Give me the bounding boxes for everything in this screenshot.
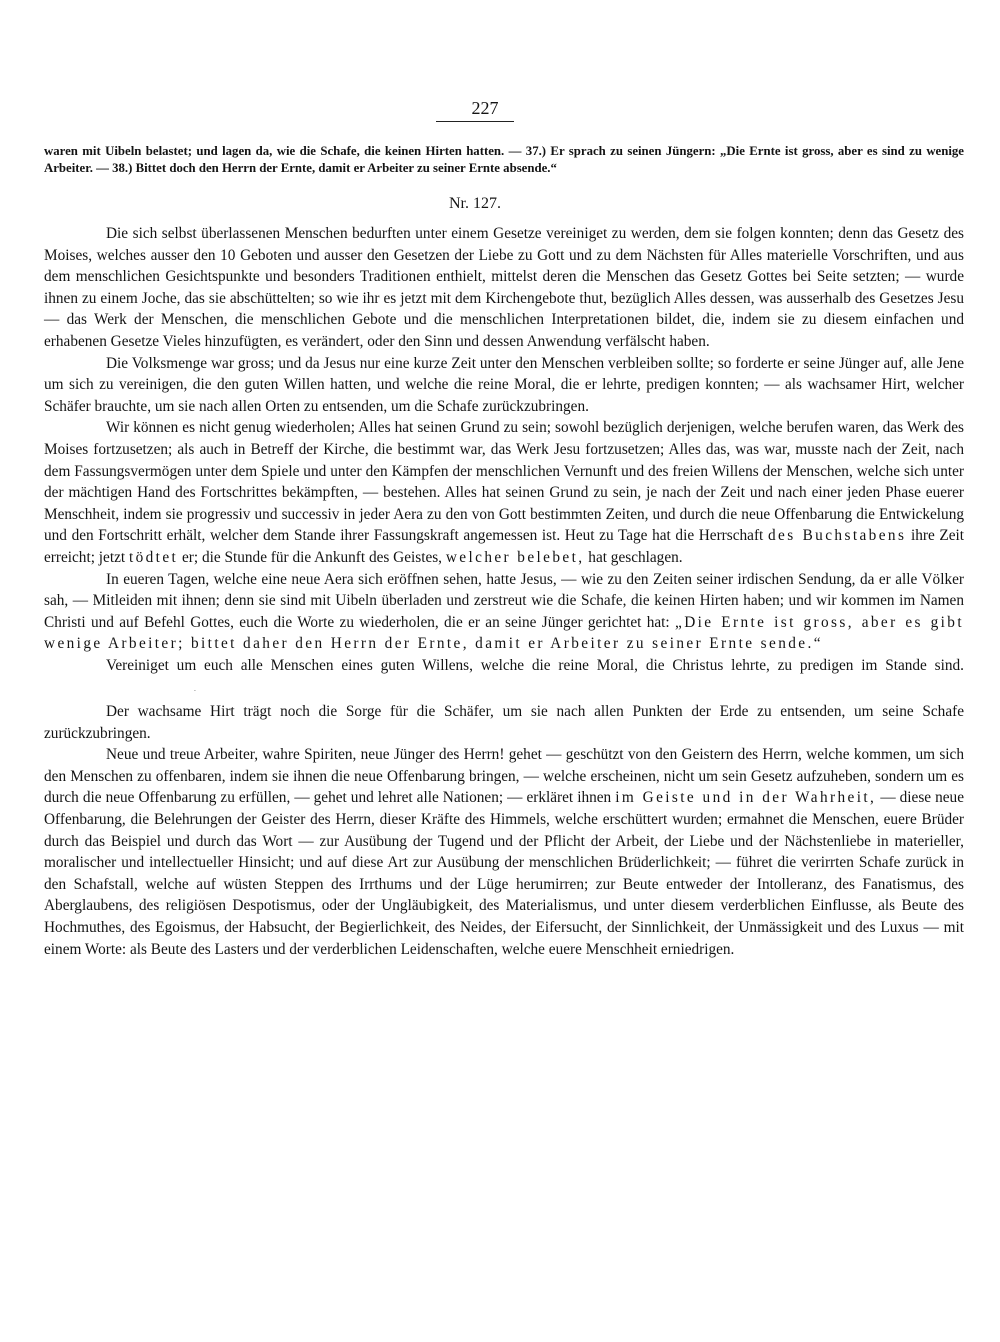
paragraph-2 [44, 353, 964, 418]
footnote-continuation: waren mit Uibeln belastet; und lagen da, wie die Schafe, die keinen Hirten hatten. — 37.) Er sprach zu seinen Jüngern: „Die Ernte ist gross, aber es sind zu wenige Arbeiter. — 38.) Bittet doch den Herrn der Ernte, damit er Arbeiter zu seiner Ernte absende.“ [44, 144, 964, 175]
paragraph-3-text-d: hat geschlagen. [588, 548, 683, 566]
page-number: 227 [471, 98, 499, 118]
paragraph-3-emphasis-2: tödtet [128, 548, 179, 566]
paragraph-7-emphasis-1: im Geiste und in der Wahrheit, [615, 789, 877, 807]
paragraph-4 [44, 569, 964, 655]
body-text [44, 223, 964, 960]
page-number-rule [436, 121, 514, 122]
paragraph-3-text-a: Wir können es nicht genug wiederholen; Alles hat seinen Grund zu sein; sowohl bezüglich derjenigen, welche berufen waren, das Werk des Moises fortzusetzen; als auch in Betreff der Kirche, die bestimmt war, das Werk Jesu fortzusetzen; Alles das, was war, musste nach der Zeit, nach dem Fassungsvermögen unter dem Spiele und unter den Kämpfen der menschlichen Vernunft und des freien Willens der Menschen, welche sich unter der mächtigen Hand des Fortschrittes bekämpften, — bestehen. Alles hat seinen Grund zu sein, je nach der Zeit und nach einer jeden Phase euerer Menschheit, indem sie progressiv und successiv in jeder Aera zu den von Gott bestimmten Zeiten, und durch die neue Offenbarung die Entwickelung und den Fortschritt erhält, welcher dem Stande ihrer Fassungskraft angemessen ist. Heut zu Tage hat die Herrschaft [44, 419, 964, 545]
paragraph-5-text: Vereiniget um euch alle Menschen eines guten Willens, welche die reine Moral, die Christus lehrte, zu predigen im Stande sind. [106, 656, 964, 674]
paragraph-3-emphasis-3: welcher belebet, [445, 548, 585, 566]
stray-mark: . [194, 686, 196, 694]
paragraph-3 [44, 417, 964, 568]
paragraph-5 [44, 655, 964, 701]
paragraph-4-emphasis-quote: „Die Ernte ist gross, aber es gibt wenige Arbeiter; bittet daher den Herrn der Ernte, damit er Arbeiter zu seiner Ernte sende.“ [44, 613, 965, 653]
paragraph-2-text: Die Volksmenge war gross; und da Jesus nur eine kurze Zeit unter den Menschen verbleiben sollte; so forderte er seine Jünger auf, alle Jene um sich zu vereinigen, die den guten Willen hatten, und welche die reine Moral, die er lehrte, predigen konnten; — als wachsamer Hirt, welcher Schäfer brauchte, um sie nach allen Orten zu entsenden, um die Schafe zurückzubringen. [44, 354, 964, 415]
paragraph-7-text-a: Neue und treue Arbeiter, wahre Spiriten, neue Jünger des Herrn! gehet — geschützt von den Geistern des Herrn, welche kommen, um sich den Menschen zu offenbaren, indem sie ihnen die neue Offenbarung bringen, — welche erscheinen, nicht um sein Gesetz aufzuheben, sondern um es durch die neue Offenbarung zu erfüllen, — gehet und lehret alle Nationen; — erkläret ihnen [44, 746, 964, 807]
paragraph-4-text-a: In eueren Tagen, welche eine neue Aera sich eröffnen sehen, hatte Jesus, — wie zu den Zeiten seiner irdischen Sendung, da er alle Völker sah, — Mitleiden mit ihnen; denn sie sind mit Uibeln überladen und zerstreut wie die Schafe, die keinen Hirten haben; und wir kommen im Namen Christi und auf Befehl Gottes, euch die Worte zu wiederholen, die er an seine Jünger gerichtet hat: [44, 570, 964, 631]
paragraph-3-emphasis-1: des Buchstabens [767, 527, 907, 545]
paragraph-1 [44, 223, 964, 353]
paragraph-7-text-b: — diese neue Offenbarung, die Belehrungen der Geister des Herrn, dieser Kräfte des Himmels, welche erschüttert wurden; ermahnet die Menschen, euere Brüder durch das Beispiel und durch das Wort — zur Ausübung der Tugend und der Pflicht der Arbeit, der Liebe und der Nächstenliebe in materieller, moralischer und intellectueller Hinsicht; und auf diese Art zur Ausübung der menschlichen Brüderlichkeit; — führet die verirrten Schafe zurück in den Schafstall, welche auf wüsten Steppen des Irrthums und der Lüge herumirren; zur Beute entweder der Intolleranz, des Fanatismus, des Aberglaubens, des religiösen Despotismus, oder der Ungläubigkeit, des Materialismus, und unter diesem verderblichen Einflusse, als Beute des Hochmuthes, des Egoismus, der Habsucht, der Begierlichkeit, des Neides, der Eifersucht, der Sinnlichkeit, der Unmässigkeit und des Luxus — mit einem Worte: als Beute des Lasters und der verderblichen Leidenschaften, welche euere Menschheit erniedrigen. [44, 789, 964, 958]
paragraph-3-text-b: ihre Zeit erreicht; jetzt [44, 527, 965, 566]
paragraph-3-text-c: er; die Stunde für die Ankunft des Geistes, [182, 548, 443, 566]
paragraph-7 [44, 744, 964, 960]
paragraph-6-text: Der wachsame Hirt trägt noch die Sorge für die Schäfer, um sie nach allen Punkten der Erde zu entsenden, um seine Schafe zurückzubringen. [44, 703, 964, 742]
paragraph-6 [44, 701, 964, 744]
chapter-heading: Nr. 127. [449, 195, 501, 212]
paragraph-1-text: Die sich selbst überlassenen Menschen bedurften unter einem Gesetze vereiniget zu werden, dem sie folgen konnten; denn das Gesetz des Moises, welches ausser den 10 Geboten und ausser den Gesetzen der Liebe zu Gott und zu dem Nächsten für Alles materielle Vorschriften, und aus dem menschlichen Gesichtspunkte und besonders Traditionen enthielt, mittelst deren die Menschen das Gesetz Gottes bei Seite setzten; — wurde ihnen zu einem Joche, das sie abschüttelten; so wie ihr es jetzt mit dem Kirchengebote thut, bezüglich Alles dessen, was ausserhalb des Gesetzes Jesu — das Werk der Menschen, die menschlichen Gebote und die menschlichen Interpretationen bildet, die, indem sie zu diesem einfachen und erhabenen Gesetze Vieles hinzufügten, es verändert, oder den Sinn und dessen Anwendung verfälscht haben. [44, 225, 964, 350]
